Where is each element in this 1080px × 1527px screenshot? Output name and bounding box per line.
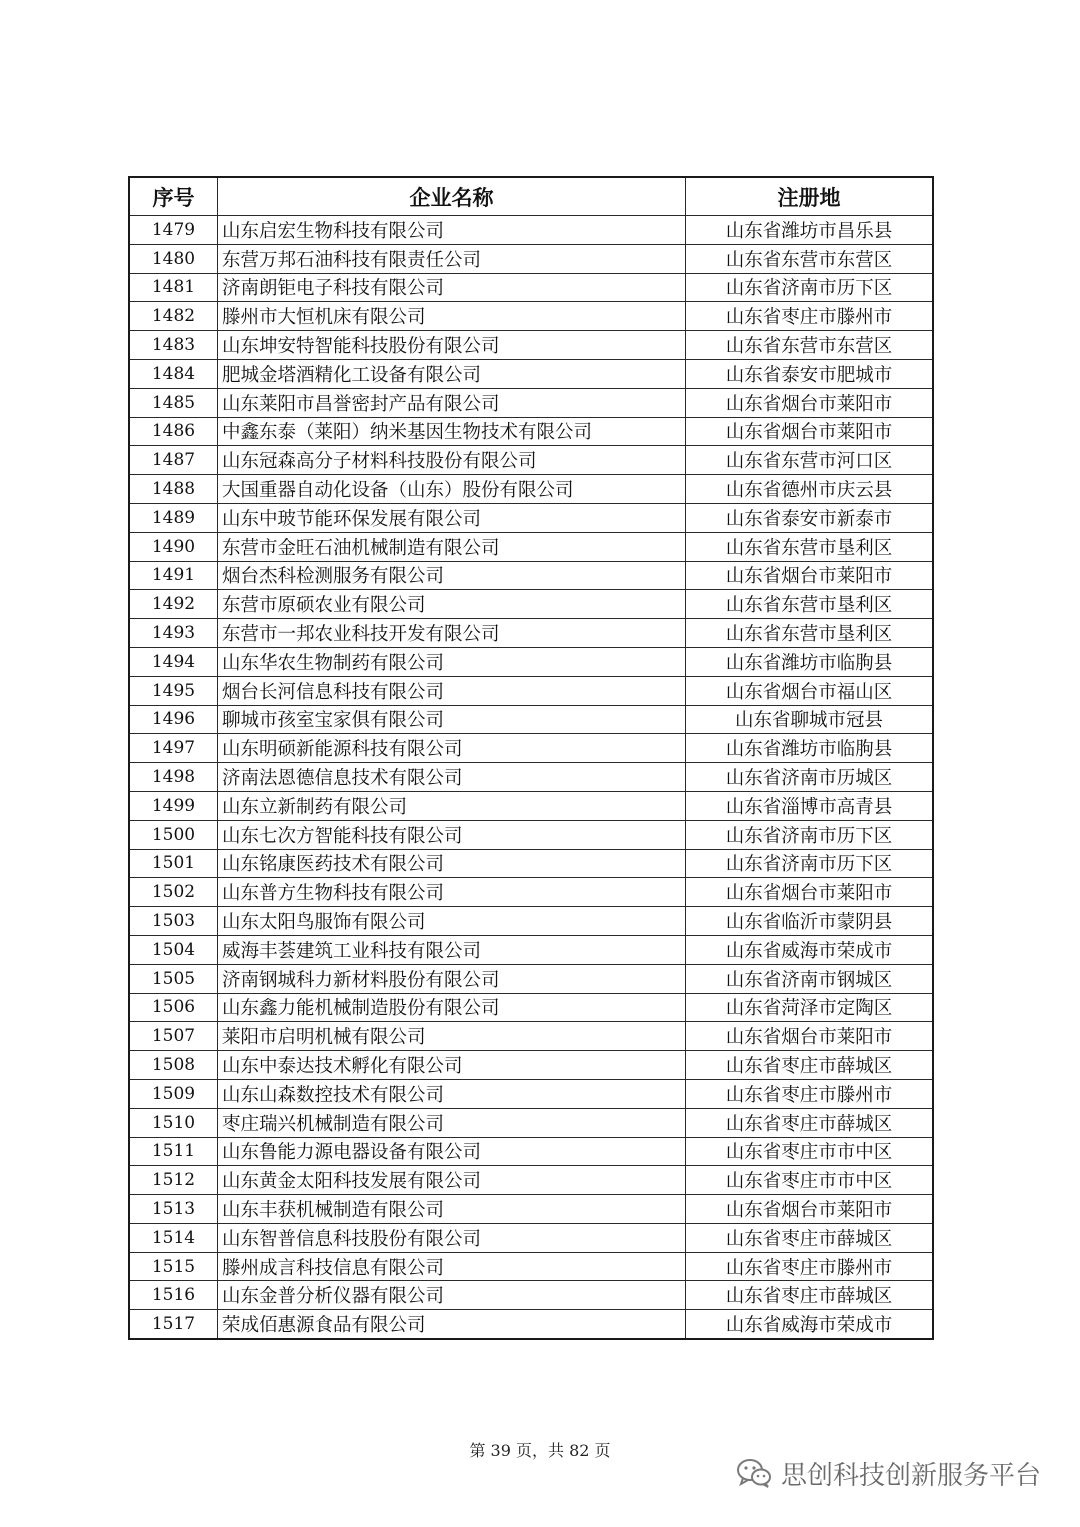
table-row: [130, 589, 932, 618]
cell-seq: 1504: [130, 936, 218, 964]
cell-name: 山东坤安特智能科技股份有限公司: [218, 331, 686, 359]
cell-name: 济南朗钜电子科技有限公司: [218, 274, 686, 302]
cell-seq: 1505: [130, 965, 218, 993]
cell-name: 东营市金旺石油机械制造有限公司: [218, 533, 686, 561]
cell-name: 烟台杰科检测服务有限公司: [218, 562, 686, 590]
cell-location: 山东省烟台市福山区: [725, 681, 893, 703]
cell-name: 山东太阳鸟服饰有限公司: [218, 907, 686, 935]
table-row: [130, 1309, 932, 1338]
cell-name: 济南法恩德信息技术有限公司: [218, 763, 686, 791]
table-row: [130, 330, 932, 359]
cell-location: 山东省济南市历城区: [725, 768, 893, 790]
cell-seq: 1484: [130, 360, 218, 388]
cell-seq: 1503: [130, 907, 218, 935]
cell-seq: 1500: [130, 821, 218, 849]
cell-name: 东营市一邦农业科技开发有限公司: [218, 619, 686, 647]
cell-seq: 1507: [130, 1022, 218, 1050]
cell-name: 山东启宏生物科技有限公司: [218, 216, 686, 244]
cell-name: 山东普方生物科技有限公司: [218, 878, 686, 906]
cell-location: 山东省济南市钢城区: [725, 969, 893, 991]
cell-name: 山东鑫力能机械制造股份有限公司: [218, 994, 686, 1022]
cell-location: 山东省潍坊市临朐县: [725, 652, 893, 674]
table-row: [130, 1050, 932, 1079]
cell-location: 山东省烟台市莱阳市: [725, 393, 893, 415]
table-row: [130, 1079, 932, 1108]
cell-location: 山东省临沂市蒙阴县: [725, 912, 893, 934]
table-row: [130, 1194, 932, 1223]
wechat-icon: [735, 1456, 773, 1490]
table-body: [130, 215, 932, 1338]
cell-location: 山东省烟台市莱阳市: [725, 422, 893, 444]
cell-location: 山东省德州市庆云县: [725, 480, 893, 502]
cell-seq: 1485: [130, 389, 218, 417]
cell-seq: 1480: [130, 245, 218, 273]
table-row: [130, 359, 932, 388]
cell-name: 山东立新制药有限公司: [218, 792, 686, 820]
watermark: [735, 1453, 1041, 1493]
table-row: [130, 676, 932, 705]
table-row: [130, 935, 932, 964]
cell-seq: 1517: [130, 1310, 218, 1338]
cell-name: 滕州市大恒机床有限公司: [218, 302, 686, 330]
cell-location: 山东省东营市垦利区: [725, 624, 893, 646]
cell-seq: 1513: [130, 1195, 218, 1223]
cell-location: 山东省枣庄市薛城区: [725, 1056, 893, 1077]
table-row: [130, 849, 932, 878]
cell-seq: 1486: [130, 418, 218, 446]
header-seq: 序号: [130, 178, 218, 215]
cell-name: 滕州成言科技信息有限公司: [218, 1253, 686, 1281]
cell-name: 枣庄瑞兴机械制造有限公司: [218, 1109, 686, 1137]
table-row: [130, 561, 932, 590]
cell-seq: 1515: [130, 1253, 218, 1281]
page-number: 第 39 页，共 82 页: [469, 1441, 611, 1460]
table-row: [130, 791, 932, 820]
cell-location: 山东省潍坊市临朐县: [725, 739, 893, 761]
table-row: [130, 474, 932, 503]
table-row: [130, 906, 932, 935]
table-row: [130, 647, 932, 676]
cell-name: 东营万邦石油科技有限责任公司: [218, 245, 686, 273]
cell-location: 山东省济南市历下区: [725, 278, 893, 300]
table-row: [130, 1223, 932, 1252]
table-row: [130, 532, 932, 561]
cell-location: 山东省烟台市莱阳市: [725, 883, 893, 905]
cell-seq: 1491: [130, 562, 218, 590]
cell-location: 山东省东营市东营区: [725, 249, 893, 271]
company-table: [128, 176, 934, 1340]
cell-location: 山东省济南市历下区: [725, 825, 893, 847]
cell-name: 威海丰荟建筑工业科技有限公司: [218, 936, 686, 964]
header-location: 注册地: [777, 184, 841, 210]
table-row: [130, 762, 932, 791]
cell-location: 山东省东营市垦利区: [725, 537, 893, 559]
table-row: [130, 1165, 932, 1194]
cell-name: 山东华农生物制药有限公司: [218, 648, 686, 676]
cell-location: 山东省烟台市莱阳市: [725, 1199, 893, 1221]
cell-name: 山东鲁能力源电器设备有限公司: [218, 1138, 686, 1166]
cell-name: 山东黄金太阳科技发展有限公司: [218, 1166, 686, 1194]
table-row: [130, 1108, 932, 1137]
cell-seq: 1488: [130, 475, 218, 503]
cell-name: 山东冠森高分子材料科技股份有限公司: [218, 446, 686, 474]
cell-name: 山东铭康医药技术有限公司: [218, 850, 686, 878]
cell-location: 山东省泰安市肥城市: [725, 364, 893, 386]
cell-name: 济南钢城科力新材料股份有限公司: [218, 965, 686, 993]
cell-location: 山东省枣庄市滕州市: [725, 1084, 893, 1106]
cell-location: 山东省菏泽市定陶区: [725, 998, 893, 1020]
cell-location: 山东省东营市东营区: [725, 336, 893, 358]
cell-seq: 1489: [130, 504, 218, 532]
table-row: [130, 1252, 932, 1281]
cell-name: 中鑫东泰（莱阳）纳米基因生物技术有限公司: [218, 418, 686, 446]
cell-location: 山东省枣庄市市中区: [725, 1142, 893, 1164]
header-name: 企业名称: [218, 178, 686, 215]
cell-name: 山东七次方智能科技有限公司: [218, 821, 686, 849]
cell-seq: 1479: [130, 216, 218, 244]
cell-location: 山东省枣庄市薛城区: [725, 1228, 893, 1250]
cell-seq: 1497: [130, 734, 218, 762]
cell-name: 烟台长河信息科技有限公司: [218, 677, 686, 705]
cell-location: 山东省泰安市新泰市: [725, 508, 893, 530]
cell-seq: 1506: [130, 994, 218, 1022]
cell-seq: 1516: [130, 1281, 218, 1309]
cell-seq: 1490: [130, 533, 218, 561]
cell-name: 山东山森数控技术有限公司: [218, 1080, 686, 1108]
cell-seq: 1481: [130, 274, 218, 302]
table-row: [130, 964, 932, 993]
cell-name: 大国重器自动化设备（山东）股份有限公司: [218, 475, 686, 503]
cell-seq: 1512: [130, 1166, 218, 1194]
cell-seq: 1508: [130, 1051, 218, 1079]
cell-name: 莱阳市启明机械有限公司: [218, 1022, 686, 1050]
cell-seq: 1487: [130, 446, 218, 474]
table-row: [130, 1021, 932, 1050]
cell-location: 山东省威海市荣成市: [725, 940, 893, 962]
cell-name: 山东丰获机械制造有限公司: [218, 1195, 686, 1223]
table-row: [130, 877, 932, 906]
cell-seq: 1501: [130, 850, 218, 878]
cell-seq: 1496: [130, 706, 218, 734]
cell-seq: 1498: [130, 763, 218, 791]
cell-name: 聊城市孩室宝家俱有限公司: [218, 706, 686, 734]
table-row: [130, 445, 932, 474]
cell-seq: 1493: [130, 619, 218, 647]
cell-name: 荣成佰惠源食品有限公司: [218, 1310, 686, 1338]
table-row: [130, 1280, 932, 1309]
cell-name: 山东金普分析仪器有限公司: [218, 1281, 686, 1309]
cell-seq: 1514: [130, 1224, 218, 1252]
cell-location: 山东省枣庄市滕州市: [725, 307, 893, 329]
cell-location: 山东省枣庄市薛城区: [725, 1286, 893, 1308]
watermark-text: 思创科技创新服务平台: [781, 1460, 1042, 1491]
table-row: [130, 733, 932, 762]
table-row: [130, 993, 932, 1022]
cell-seq: 1511: [130, 1138, 218, 1166]
cell-location: 山东省东营市河口区: [725, 451, 893, 473]
cell-location: 山东省烟台市莱阳市: [725, 566, 893, 588]
cell-location: 山东省枣庄市市中区: [725, 1171, 893, 1193]
cell-seq: 1495: [130, 677, 218, 705]
cell-name: 山东明硕新能源科技有限公司: [218, 734, 686, 762]
cell-name: 山东中玻节能环保发展有限公司: [218, 504, 686, 532]
table-row: [130, 273, 932, 302]
cell-name: 山东莱阳市昌誉密封产品有限公司: [218, 389, 686, 417]
cell-location: 山东省济南市历下区: [725, 854, 893, 876]
table-row: [130, 244, 932, 273]
cell-name: 东营市原硕农业有限公司: [218, 590, 686, 618]
cell-name: 肥城金塔酒精化工设备有限公司: [218, 360, 686, 388]
cell-name: 山东中泰达技术孵化有限公司: [218, 1051, 686, 1079]
cell-seq: 1494: [130, 648, 218, 676]
table-row: [130, 417, 932, 446]
table-header-row: [130, 178, 932, 215]
cell-seq: 1510: [130, 1109, 218, 1137]
table-row: [130, 215, 932, 244]
cell-seq: 1483: [130, 331, 218, 359]
cell-seq: 1502: [130, 878, 218, 906]
table-row: [130, 503, 932, 532]
cell-seq: 1482: [130, 302, 218, 330]
cell-location: 山东省潍坊市昌乐县: [725, 220, 893, 242]
table-row: [130, 618, 932, 647]
cell-seq: 1509: [130, 1080, 218, 1108]
table-row: [130, 820, 932, 849]
table-row: [130, 301, 932, 330]
cell-seq: 1499: [130, 792, 218, 820]
cell-location: 山东省威海市荣成市: [725, 1315, 893, 1337]
cell-location: 山东省聊城市冠县: [734, 710, 883, 732]
cell-location: 山东省烟台市莱阳市: [725, 1027, 893, 1049]
cell-seq: 1492: [130, 590, 218, 618]
cell-location: 山东省枣庄市滕州市: [725, 1257, 893, 1279]
cell-location: 山东省淄博市高青县: [725, 796, 893, 818]
cell-location: 山东省东营市垦利区: [725, 595, 893, 617]
cell-name: 山东智普信息科技股份有限公司: [218, 1224, 686, 1252]
cell-location: 山东省枣庄市薛城区: [725, 1113, 893, 1135]
table-row: [130, 388, 932, 417]
table-row: [130, 1137, 932, 1166]
table-row: [130, 705, 932, 734]
